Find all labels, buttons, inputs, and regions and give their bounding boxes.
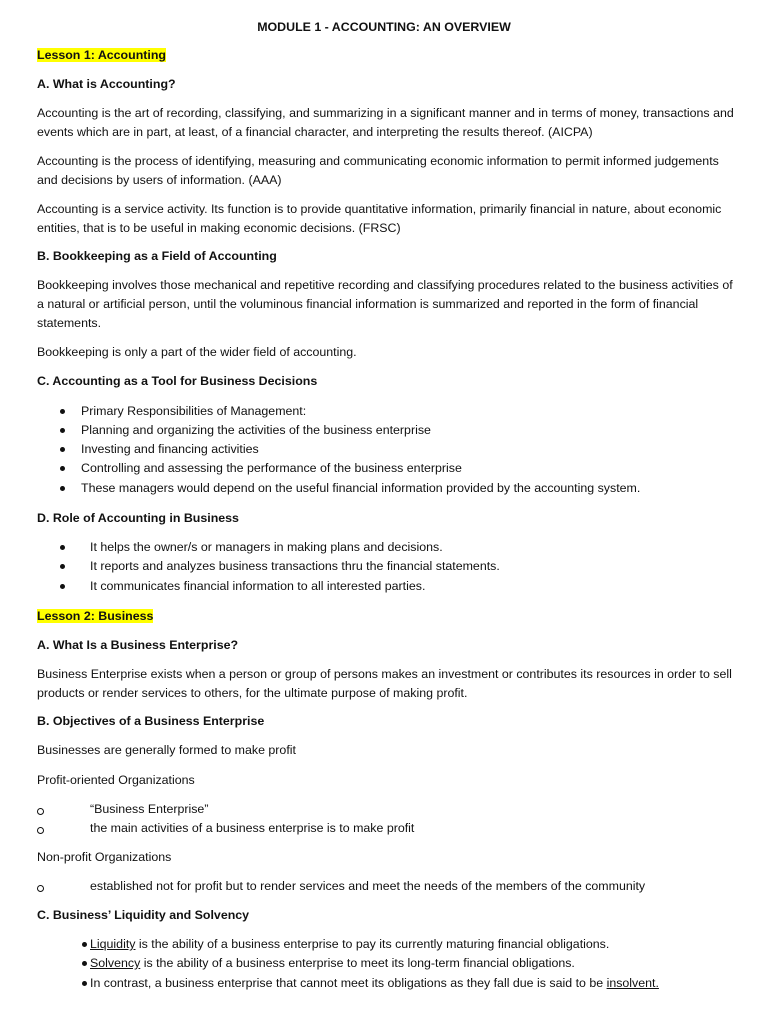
paragraph-aaa: Accounting is the process of identifying, measuring and communicating economic information to permit informed judgements and decisions by users of information. (AAA) [37,154,719,187]
heading-tool-for-decisions: C. Accounting as a Tool for Business Decisions [37,374,318,388]
heading-bookkeeping: B. Bookkeeping as a Field of Accounting [37,249,277,263]
solvency-term: Solvency [90,956,141,970]
paragraph-profit: Businesses are generally formed to make profit [37,743,296,757]
lesson1-label: Lesson 1: Accounting [37,48,166,62]
circle-bullet-icon [37,878,49,897]
bullet-icon [60,558,68,566]
page-title: MODULE 1 - ACCOUNTING: AN OVERVIEW [257,20,511,34]
heading-liquidity-solvency: C. Business’ Liquidity and Solvency [37,908,250,922]
paragraph-bookkeeping-part: Bookkeeping is only a part of the wider field of accounting. [37,345,357,359]
bullet-icon [82,955,90,963]
bullet-icon [60,480,68,488]
liquidity-term: Liquidity [90,937,136,951]
bullet-icon [60,539,68,547]
paragraph-bookkeeping: Bookkeeping involves those mechanical and repetitive recording and classifying procedures related to the business activities of a natural or artificial person, until the voluminous financial information is summarized and reported in the form of financial statements. [37,278,733,330]
circle-bullet-icon [37,820,49,839]
paragraph-profit-oriented: Profit-oriented Organizations [37,773,195,787]
heading-what-is-accounting: A. What is Accounting? [37,77,176,91]
bullet-icon [60,460,68,468]
paragraph-aicpa: Accounting is the art of recording, classifying, and summarizing in a significant manner and in terms of money, transactions and events which are in part, at least, of a financial character, and interpreting the results thereof. (AICPA) [37,106,734,139]
bullet-icon [60,403,68,411]
heading-role-of-accounting: D. Role of Accounting in Business [37,511,239,525]
paragraph-frsc: Accounting is a service activity. Its function is to provide quantitative information, primarily financial in nature, about economic entities, that is to be useful in making economic decisions. (FRSC) [37,202,722,235]
paragraph-business-enterprise: Business Enterprise exists when a person or group of persons makes an investment or contributes its resources in order to sell products or render services to others, for the ultimate purpose of making profit. [37,667,732,700]
bullet-icon [60,422,68,430]
heading-business-enterprise: A. What Is a Business Enterprise? [37,638,239,652]
bullet-icon [60,441,68,449]
lesson2-label: Lesson 2: Business [37,609,154,623]
bullet-icon [60,578,68,586]
circle-bullet-icon [37,801,49,820]
insolvent-term: insolvent. [606,976,659,990]
bullet-icon [82,975,90,983]
paragraph-non-profit: Non-profit Organizations [37,850,172,864]
bullet-icon [82,936,90,944]
heading-objectives: B. Objectives of a Business Enterprise [37,714,265,728]
